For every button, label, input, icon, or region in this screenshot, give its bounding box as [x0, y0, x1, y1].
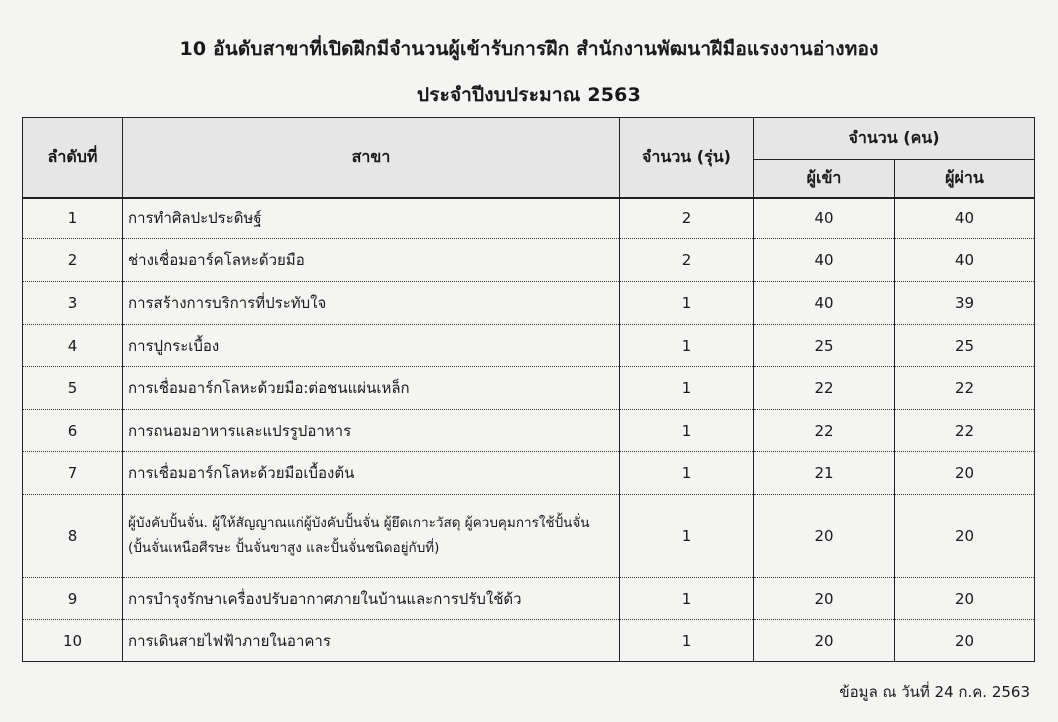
entered-cell: 20 [754, 578, 895, 620]
passed-cell: 20 [895, 452, 1035, 495]
table-row [23, 239, 1035, 282]
branch-cell: การสร้างการบริการที่ประทับใจ [123, 282, 620, 325]
passed-cell: 22 [895, 410, 1035, 452]
entered-cell: 40 [754, 239, 895, 282]
branch-cell: การบำรุงรักษาเครื่องปรับอากาศภายในบ้านและการปรับใช้ด้ว [123, 578, 620, 620]
passed-cell: 20 [895, 495, 1035, 578]
rank-cell: 10 [23, 620, 123, 662]
rank-cell: 7 [23, 452, 123, 495]
batches-cell: 1 [620, 282, 754, 325]
branch-cell: การปูกระเบื้อง [123, 325, 620, 367]
table-row [23, 367, 1035, 410]
rank-cell: 4 [23, 325, 123, 367]
passed-cell: 25 [895, 325, 1035, 367]
entered-cell: 20 [754, 495, 895, 578]
branch-cell: การทำศิลปะประดิษฐ์ [123, 198, 620, 239]
header-entered: ผู้เข้า [754, 160, 895, 198]
passed-cell: 40 [895, 198, 1035, 239]
entered-cell: 22 [754, 410, 895, 452]
batches-cell: 1 [620, 410, 754, 452]
batches-cell: 2 [620, 239, 754, 282]
passed-cell: 39 [895, 282, 1035, 325]
passed-cell: 40 [895, 239, 1035, 282]
batches-cell: 1 [620, 367, 754, 410]
entered-cell: 40 [754, 282, 895, 325]
batches-cell: 1 [620, 495, 754, 578]
rank-cell: 8 [23, 495, 123, 578]
header-branch: สาขา [123, 118, 620, 198]
entered-cell: 22 [754, 367, 895, 410]
table-row [23, 620, 1035, 662]
branch-cell: การเชื่อมอาร์กโลหะด้วยมือเบื้องต้น [123, 452, 620, 495]
rank-cell: 2 [23, 239, 123, 282]
passed-cell: 20 [895, 578, 1035, 620]
table-row [23, 410, 1035, 452]
table-row [23, 325, 1035, 367]
table-body [23, 198, 1035, 662]
report-title: 10 อันดับสาขาที่เปิดฝึกมีจำนวนผู้เข้ารับการฝึก สำนักงานพัฒนาฝีมือแรงงานอ่างทอง [179, 38, 879, 60]
entered-cell: 40 [754, 198, 895, 239]
report-fiscal-year: ประจำปีงบประมาณ 2563 [416, 84, 642, 106]
table-row [23, 282, 1035, 325]
data-date-note: ข้อมูล ณ วันที่ 24 ก.ค. 2563 [839, 683, 1030, 701]
entered-cell: 21 [754, 452, 895, 495]
header-rank: ลำดับที่ [23, 118, 123, 198]
rank-cell: 6 [23, 410, 123, 452]
entered-cell: 20 [754, 620, 895, 662]
branch-cell: ช่างเชื่อมอาร์คโลหะด้วยมือ [123, 239, 620, 282]
batches-cell: 1 [620, 452, 754, 495]
table-row [23, 198, 1035, 239]
rank-cell: 9 [23, 578, 123, 620]
header-passed: ผู้ผ่าน [895, 160, 1035, 198]
branch-cell: การเชื่อมอาร์กโลหะด้วยมือ:ต่อชนแผ่นเหล็ก [123, 367, 620, 410]
batches-cell: 2 [620, 198, 754, 239]
table-row [23, 495, 1035, 578]
batches-cell: 1 [620, 578, 754, 620]
rank-cell: 5 [23, 367, 123, 410]
table-row [23, 578, 1035, 620]
batches-cell: 1 [620, 620, 754, 662]
rank-cell: 1 [23, 198, 123, 239]
passed-cell: 22 [895, 367, 1035, 410]
entered-cell: 25 [754, 325, 895, 367]
passed-cell: 20 [895, 620, 1035, 662]
rank-cell: 3 [23, 282, 123, 325]
table-row [23, 452, 1035, 495]
header-people: จำนวน (คน) [754, 118, 1035, 160]
training-table [22, 117, 1035, 662]
header-batches: จำนวน (รุ่น) [620, 118, 754, 198]
batches-cell: 1 [620, 325, 754, 367]
branch-cell: การถนอมอาหารและแปรรูปอาหาร [123, 410, 620, 452]
branch-cell: การเดินสายไฟฟ้าภายในอาคาร [123, 620, 620, 662]
branch-cell: ผู้บังคับปั้นจั่น. ผู้ให้สัญญาณแก่ผู้บังคับปั้นจั่น ผู้ยึดเกาะวัสดุ ผู้ควบคุมการใช้ปั้นจั่น (ปั้นจั่นเหนือศีรษะ ปั้นจั่นขาสูง และปั้นจั่นชนิดอยู่กับที่) [123, 495, 620, 578]
